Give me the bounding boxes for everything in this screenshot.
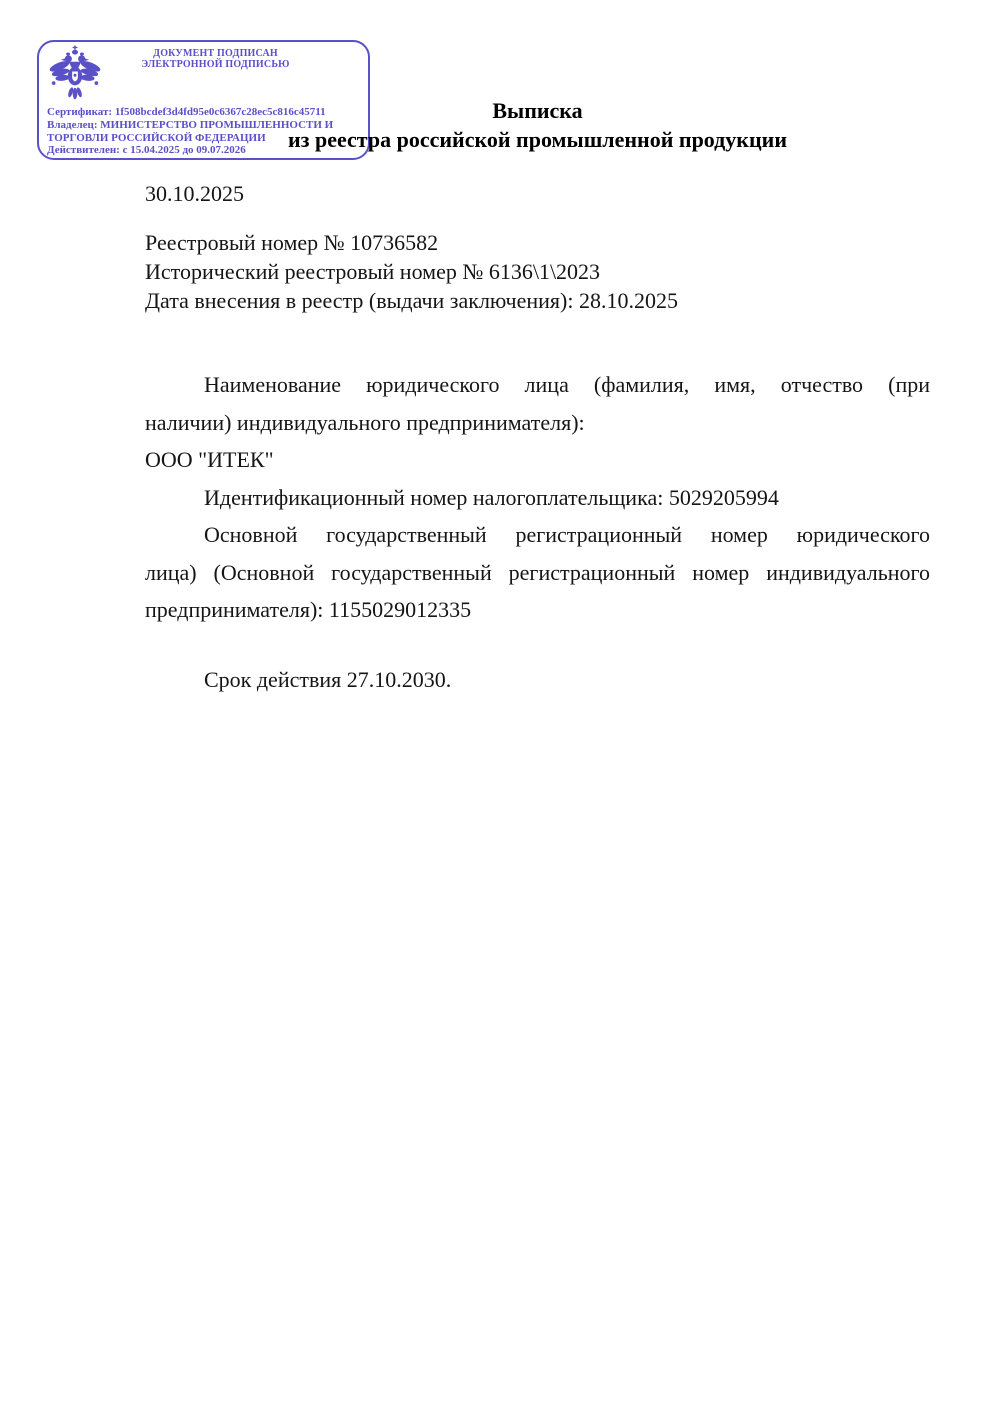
historical-registry-number: Исторический реестровый номер № 6136\1\2023 [145, 259, 601, 284]
stamp-validity-line: Действителен: с 15.04.2025 до 09.07.2026 [47, 144, 246, 157]
stamp-header-line1: ДОКУМЕНТ ПОДПИСАН [153, 48, 278, 59]
org-name [145, 441, 930, 479]
org-name-paragraph [145, 366, 930, 441]
title-line1: Выписка [492, 98, 583, 123]
issue-date: 30.10.2025 [145, 181, 244, 206]
registry-number: Реестровый номер № 10736582 [145, 230, 439, 255]
validity-period-line: Срок действия 27.10.2030. [204, 666, 452, 692]
stamp-certificate-line: Сертификат: 1f508bcdef3d4fd95e0c6367c28ec5c816c45711 [47, 106, 326, 118]
stamp-owner-line2: ТОРГОВЛИ РОССИЙСКОЙ ФЕДЕРАЦИИ [47, 131, 266, 144]
registry-entry-date: Дата внесения в реестр (выдачи заключения): 28.10.2025 [145, 288, 678, 313]
stamp-owner-line: Владелец: МИНИСТЕРСТВО ПРОМЫШЛЕННОСТИ И [47, 118, 334, 131]
document-content [145, 0, 930, 698]
ogrn-paragraph-line: Основной государственный регистрационный номер юридического [204, 522, 930, 547]
document-title [145, 96, 930, 154]
ogrn-paragraph-line: предпринимателя): 1155029012335 [145, 597, 472, 622]
org-name-paragraph-line: наличии) индивидуального предпринимателя): [145, 409, 585, 435]
title-line2: из реестра российской промышленной продукции [287, 127, 788, 152]
inn-paragraph [145, 479, 930, 517]
ogrn-paragraph-line: лица) (Основной государственный регистрационный номер индивидуального [145, 559, 930, 585]
russian-coat-of-arms-icon [46, 45, 104, 105]
org-name-paragraph-line: Наименование юридического лица (фамилия, имя, отчество (при [204, 372, 930, 397]
ogrn-paragraph [145, 516, 930, 629]
validity-period [145, 661, 930, 699]
inn-line: Идентификационный номер налогоплательщика: 5029205994 [204, 484, 779, 510]
stamp-header-line2: ЭЛЕКТРОННОЙ ПОДПИСЬЮ [141, 59, 290, 70]
org-name-value: ООО "ИТЕК" [145, 447, 274, 472]
registry-info [145, 228, 930, 315]
